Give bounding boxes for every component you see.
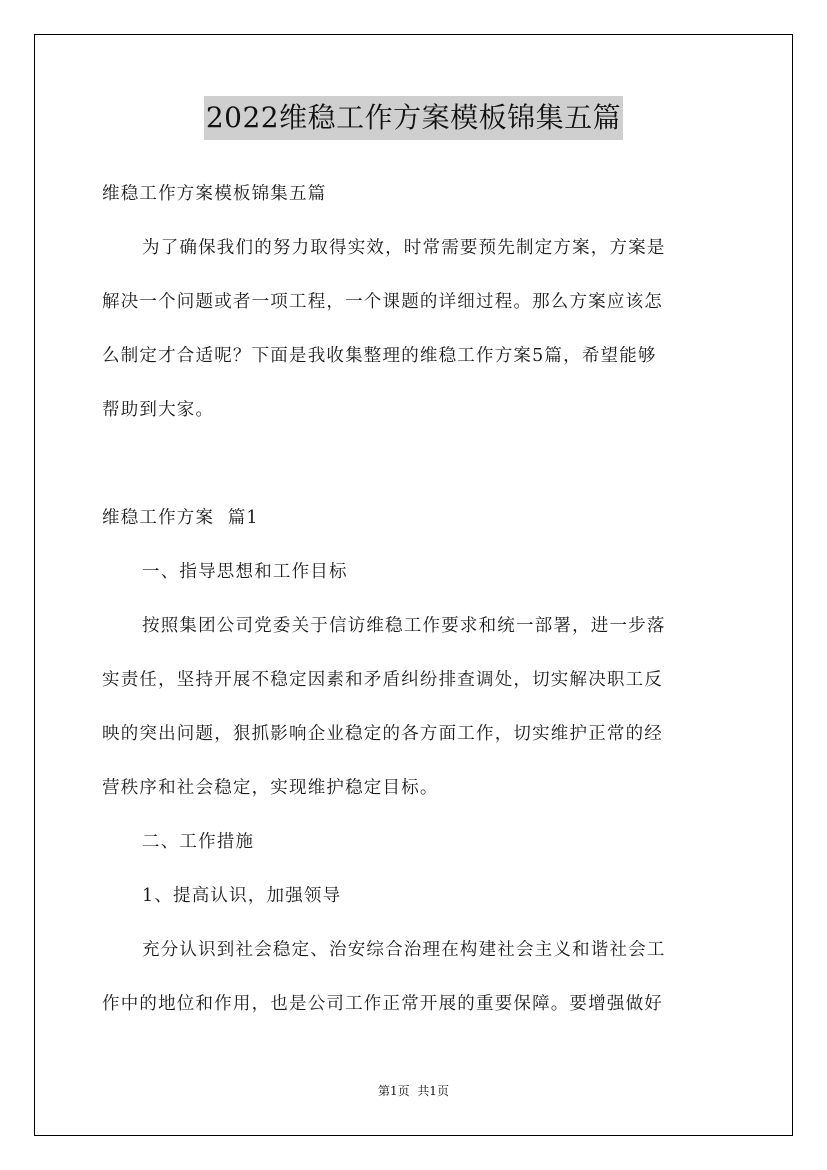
intro-line: 帮助到大家。 <box>102 400 215 420</box>
document-subtitle: 维稳工作方案模板锦集五篇 <box>102 184 327 204</box>
paragraph-line: 映的突出问题，狠抓影响企业稳定的各方面工作，切实维护正常的经 <box>102 724 663 744</box>
section-heading: 维稳工作方案 篇1 <box>102 508 259 528</box>
paragraph-line: 充分认识到社会稳定、治安综合治理在构建社会主义和谐社会工 <box>142 940 666 960</box>
title-container <box>0 96 827 140</box>
intro-line: 解决一个问题或者一项工程，一个课题的详细过程。那么方案应该怎 <box>102 292 663 312</box>
paragraph-line: 实责任，坚持开展不稳定因素和矛盾纠纷排查调处，切实解决职工反 <box>102 670 663 690</box>
heading-guiding-ideology: 一、指导思想和工作目标 <box>142 562 348 582</box>
document-body <box>102 172 726 1036</box>
paragraph-line: 作中的地位和作用，也是公司工作正常开展的重要保障。要增强做好 <box>102 994 663 1014</box>
subheading-leadership: 1、提高认识，加强领导 <box>142 886 342 906</box>
blank-line <box>102 442 726 496</box>
document-title: 2022维稳工作方案模板锦集五篇 <box>204 96 623 140</box>
paragraph-line: 按照集团公司党委关于信访维稳工作要求和统一部署，进一步落 <box>142 616 666 636</box>
page-footer: 第1页 共1页 <box>378 1084 449 1098</box>
heading-work-measures: 二、工作措施 <box>142 832 255 852</box>
intro-line: 为了确保我们的努力取得实效，时常需要预先制定方案，方案是 <box>142 238 666 258</box>
paragraph-line: 营秩序和社会稳定，实现维护稳定目标。 <box>102 778 439 798</box>
intro-line: 么制定才合适呢？下面是我收集整理的维稳工作方案5篇，希望能够 <box>102 346 657 366</box>
